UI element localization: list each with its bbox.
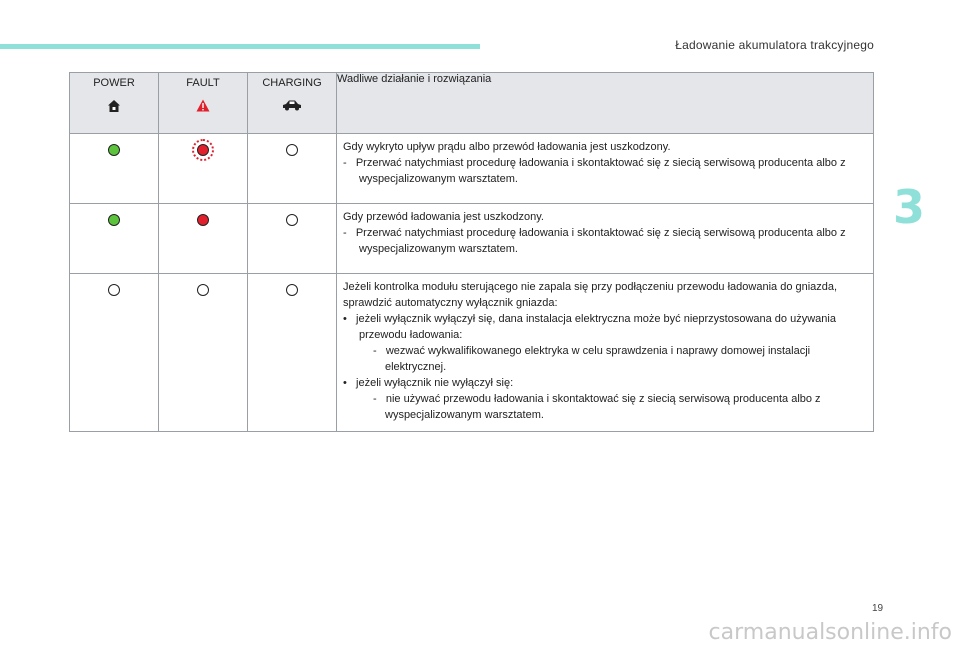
description-bullet: • jeżeli wyłącznik nie wyłączył się: xyxy=(343,377,514,389)
charging-lamp-cell xyxy=(248,204,337,274)
warning-triangle-icon xyxy=(159,99,247,115)
off-led-icon xyxy=(286,144,298,156)
table-header-row xyxy=(70,73,874,134)
fault-lamp-cell xyxy=(159,134,248,204)
power-lamp-cell xyxy=(70,134,159,204)
row-description xyxy=(337,134,874,204)
house-icon xyxy=(70,99,158,115)
charging-lamp-cell xyxy=(248,134,337,204)
column-power xyxy=(70,73,159,134)
description-bullet: • jeżeli wyłącznik wyłączył się, dana instalacja elektryczna może być nieprzystosowana do używania przewodu ładowania: xyxy=(343,313,836,341)
description-sub-step: - nie używać przewodu ładowania i skontaktować się z siecią serwisową producenta albo z wyspecjalizowanym warsztatem. xyxy=(373,393,821,421)
red-blinking-led-icon xyxy=(192,139,214,161)
row-description xyxy=(337,204,874,274)
off-led-icon xyxy=(286,214,298,226)
watermark: carmanualsonline.info xyxy=(708,620,952,645)
table-row xyxy=(70,134,874,204)
column-fault xyxy=(159,73,248,134)
page-number: 19 xyxy=(872,603,884,614)
top-accent-bar xyxy=(0,44,480,49)
off-led-icon xyxy=(197,284,209,296)
row-description xyxy=(337,274,874,432)
table-row xyxy=(70,204,874,274)
red-led-icon xyxy=(197,214,209,226)
description-intro: Gdy przewód ładowania jest uszkodzony. xyxy=(343,211,544,223)
column-power-label: POWER xyxy=(93,77,135,89)
description-intro: Gdy wykryto upływ prądu albo przewód ładowania jest uszkodzony. xyxy=(343,141,671,153)
off-led-icon xyxy=(108,284,120,296)
description-step: - Przerwać natychmiast procedurę ładowania i skontaktować się z siecią serwisową producenta albo z wyspecjalizowanym warsztatem. xyxy=(343,227,846,255)
fault-lamp-cell xyxy=(159,274,248,432)
description-intro: Jeżeli kontrolka modułu sterującego nie zapala się przy podłączeniu przewodu ładowania do gniazda, sprawdzić automatyczny wyłącznik gniazda: xyxy=(343,281,838,309)
column-fault-label: FAULT xyxy=(186,77,220,89)
description-sub-step: - wezwać wykwalifikowanego elektryka w celu sprawdzenia i naprawy domowej instalacji elektrycznej. xyxy=(373,345,811,373)
fault-lamp-cell xyxy=(159,204,248,274)
car-icon xyxy=(248,99,336,115)
diagnostic-table xyxy=(69,72,874,432)
charging-lamp-cell xyxy=(248,274,337,432)
table-row xyxy=(70,274,874,432)
chapter-number: 3 xyxy=(893,180,926,234)
column-charging-label: CHARGING xyxy=(262,77,322,89)
green-led-icon xyxy=(108,214,120,226)
off-led-icon xyxy=(286,284,298,296)
power-lamp-cell xyxy=(70,274,159,432)
power-lamp-cell xyxy=(70,204,159,274)
description-step: - Przerwać natychmiast procedurę ładowania i skontaktować się z siecią serwisową producenta albo z wyspecjalizowanym warsztatem. xyxy=(343,157,846,185)
column-charging xyxy=(248,73,337,134)
column-description: Wadliwe działanie i rozwiązania xyxy=(337,73,874,134)
green-led-icon xyxy=(108,144,120,156)
section-header-title: Ładowanie akumulatora trakcyjnego xyxy=(675,38,874,52)
